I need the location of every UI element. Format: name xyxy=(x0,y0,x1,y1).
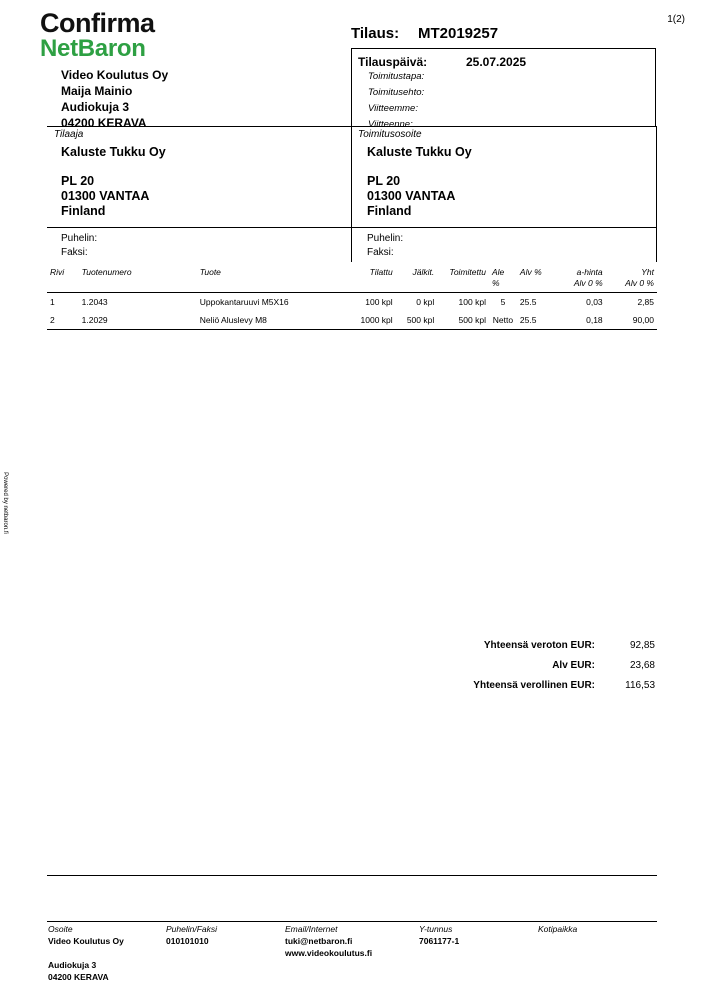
footer-heading: Y-tunnus xyxy=(419,924,453,934)
fax-label: Faksi: xyxy=(367,247,394,258)
divider xyxy=(47,227,657,228)
sender-line: Audiokuja 3 xyxy=(61,100,130,114)
sender-address xyxy=(61,67,168,131)
footer-company: Video Koulutus Oy xyxy=(48,936,124,946)
order-date-value: 25.07.2025 xyxy=(466,55,527,69)
address-line: Finland xyxy=(367,204,412,218)
footer-web-value: www.videokoulutus.fi xyxy=(285,948,373,958)
table-row xyxy=(47,293,657,312)
address-line: Finland xyxy=(61,204,106,218)
meta-field: Viitteemme: xyxy=(368,103,418,114)
col-delivered: Toimitettu xyxy=(449,267,486,277)
cell-price: 0,18 xyxy=(586,315,603,325)
footer-heading: Osoite xyxy=(48,924,73,934)
col-backorder: Jälkit. xyxy=(412,267,435,277)
footer-heading: Kotipaikka xyxy=(538,924,578,934)
cell-code: 1.2029 xyxy=(81,315,108,325)
col-price-sub: Alv 0 % xyxy=(573,278,603,288)
cell-price: 0,03 xyxy=(586,297,603,307)
orderer-name: Kaluste Tukku Oy xyxy=(61,145,166,159)
divider xyxy=(351,126,352,262)
footer-divider xyxy=(47,921,657,922)
total-label: Alv EUR: xyxy=(552,660,595,671)
cell-total: 2,85 xyxy=(637,297,654,307)
address-line: PL 20 xyxy=(367,174,401,188)
address-line: 01300 VANTAA xyxy=(61,189,150,203)
footer-divider xyxy=(47,875,657,876)
logo-netbaron: NetBaron xyxy=(40,35,146,62)
col-product: Tuote xyxy=(199,267,221,277)
cell-backorder: 500 kpl xyxy=(406,315,435,325)
cell-total: 90,00 xyxy=(632,315,654,325)
phone-label: Puhelin: xyxy=(367,233,404,244)
total-row xyxy=(345,660,655,680)
totals xyxy=(345,640,655,700)
cell-product: Uppokantaruuvi M5X16 xyxy=(199,297,289,307)
meta-field: Toimitustapa: xyxy=(368,71,425,82)
sender-line: Video Koulutus Oy xyxy=(61,68,169,82)
table-header-row xyxy=(47,265,657,293)
order-label: Tilaus: xyxy=(351,25,400,42)
order-number: MT2019257 xyxy=(418,25,499,42)
divider xyxy=(47,126,657,127)
total-value: 116,53 xyxy=(625,680,655,691)
total-value: 92,85 xyxy=(629,640,655,651)
col-vat: Alv % xyxy=(519,267,542,277)
order-items-table xyxy=(47,265,657,330)
col-code: Tuotenumero xyxy=(81,267,132,277)
col-total xyxy=(606,265,657,293)
delivery-contact xyxy=(367,232,403,260)
footer-phone-value: 010101010 xyxy=(166,936,209,946)
orderer-address xyxy=(61,174,149,219)
cell-row: 2 xyxy=(50,315,55,325)
delivery-heading: Toimitusosoite xyxy=(358,129,422,140)
table-row xyxy=(47,311,657,330)
footer-email-value: tuki@netbaron.fi xyxy=(285,936,353,946)
col-total-sub: Alv 0 % xyxy=(625,278,654,288)
cell-vat: 25.5 xyxy=(519,297,537,307)
footer-address xyxy=(48,924,163,983)
footer-city: 04200 KERAVA xyxy=(48,972,109,982)
footer-heading: Email/Internet xyxy=(285,924,338,934)
meta-field: Toimitusehto: xyxy=(368,87,425,98)
col-total-label: Yht xyxy=(641,267,654,277)
col-discount: Ale % xyxy=(491,267,505,288)
meta-field: Viitteenne: xyxy=(368,119,413,130)
footer-ytunnus-value: 7061177-1 xyxy=(419,936,460,946)
divider xyxy=(656,126,657,262)
col-price xyxy=(547,265,606,293)
orderer-heading: Tilaaja xyxy=(54,129,84,140)
sender-line: 04200 KERAVA xyxy=(61,116,147,130)
cell-vat: 25.5 xyxy=(519,315,537,325)
footer-phone xyxy=(166,924,217,947)
delivery-name: Kaluste Tukku Oy xyxy=(367,145,472,159)
footer-heading: Puhelin/Faksi xyxy=(166,924,218,934)
cell-delivered: 100 kpl xyxy=(458,297,486,307)
powered-by: Powered by netbaron.fi xyxy=(1,472,8,534)
col-row: Rivi xyxy=(50,267,65,277)
col-ordered: Tilattu xyxy=(369,267,393,277)
address-line: 01300 VANTAA xyxy=(367,189,456,203)
cell-backorder: 0 kpl xyxy=(416,297,435,307)
fax-label: Faksi: xyxy=(61,247,88,258)
order-meta-fields xyxy=(368,69,424,133)
footer-ytunnus xyxy=(419,924,459,947)
cell-row: 1 xyxy=(50,297,55,307)
footer-kotipaikka xyxy=(538,924,577,934)
cell-code: 1.2043 xyxy=(81,297,108,307)
total-row xyxy=(345,640,655,660)
footer-street: Audiokuja 3 xyxy=(48,960,97,970)
phone-label: Puhelin: xyxy=(61,233,98,244)
delivery-address xyxy=(367,174,455,219)
address-line: PL 20 xyxy=(61,174,95,188)
orderer-contact xyxy=(61,232,97,260)
cell-ordered: 1000 kpl xyxy=(360,315,393,325)
cell-delivered: 500 kpl xyxy=(458,315,486,325)
cell-discount: 5 xyxy=(500,297,506,307)
cell-discount: Netto xyxy=(492,315,514,325)
total-label: Yhteensä veroton EUR: xyxy=(483,640,595,651)
total-value: 23,68 xyxy=(629,660,655,671)
cell-ordered: 100 kpl xyxy=(365,297,393,307)
logo-confirma: Confirma xyxy=(40,8,155,38)
cell-product: Neliö Aluslevy M8 xyxy=(199,315,267,325)
total-label: Yhteensä verollinen EUR: xyxy=(473,680,595,691)
page-number: 1(2) xyxy=(667,14,685,25)
col-price-label: a-hinta xyxy=(576,267,603,277)
sender-line: Maija Mainio xyxy=(61,84,133,98)
order-date-label: Tilauspäivä: xyxy=(358,55,428,69)
footer-email xyxy=(285,924,372,959)
total-row xyxy=(345,680,655,700)
